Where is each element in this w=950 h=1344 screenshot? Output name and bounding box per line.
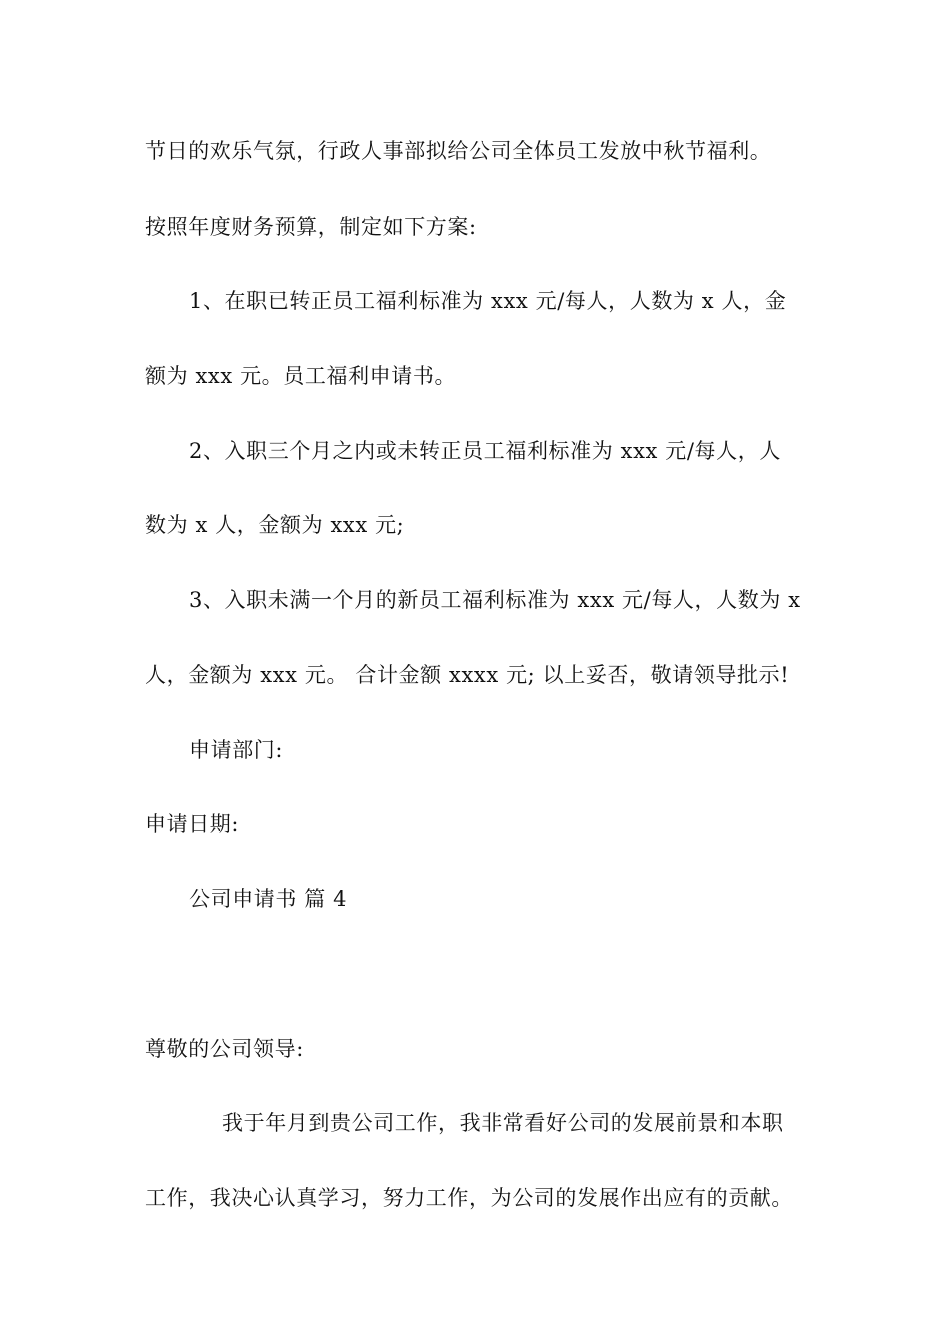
list-item-3-continuation: 人，金额为 xxx 元。 合计金额 xxxx 元; 以上妥否，敬请领导批示!	[145, 663, 790, 687]
list-item-1-continuation: 额为 xxx 元。员工福利申请书。	[145, 364, 457, 388]
application-date-label: 申请日期:	[145, 812, 240, 836]
list-item-2-line: 2、入职三个月之内或未转正员工福利标准为 xxx 元/每人，人	[189, 439, 781, 463]
section-heading: 公司申请书 篇 4	[189, 887, 348, 911]
applicant-department-label: 申请部门:	[189, 738, 284, 762]
paragraph-line: 按照年度财务预算，制定如下方案:	[145, 215, 477, 239]
body-paragraph-line: 工作，我决心认真学习，努力工作，为公司的发展作出应有的贡献。	[145, 1186, 793, 1210]
paragraph-line: 节日的欢乐气氛，行政人事部拟给公司全体员工发放中秋节福利。	[145, 139, 772, 163]
list-item-2-continuation: 数为 x 人，金额为 xxx 元;	[145, 513, 405, 537]
body-paragraph-line: 我于年月到贵公司工作，我非常看好公司的发展前景和本职	[222, 1111, 784, 1135]
list-item-1-line: 1、在职已转正员工福利标准为 xxx 元/每人，人数为 x 人，金	[189, 289, 787, 313]
list-item-3-line: 3、入职未满一个月的新员工福利标准为 xxx 元/每人，人数为 x	[189, 588, 801, 612]
salutation: 尊敬的公司领导:	[145, 1037, 304, 1061]
